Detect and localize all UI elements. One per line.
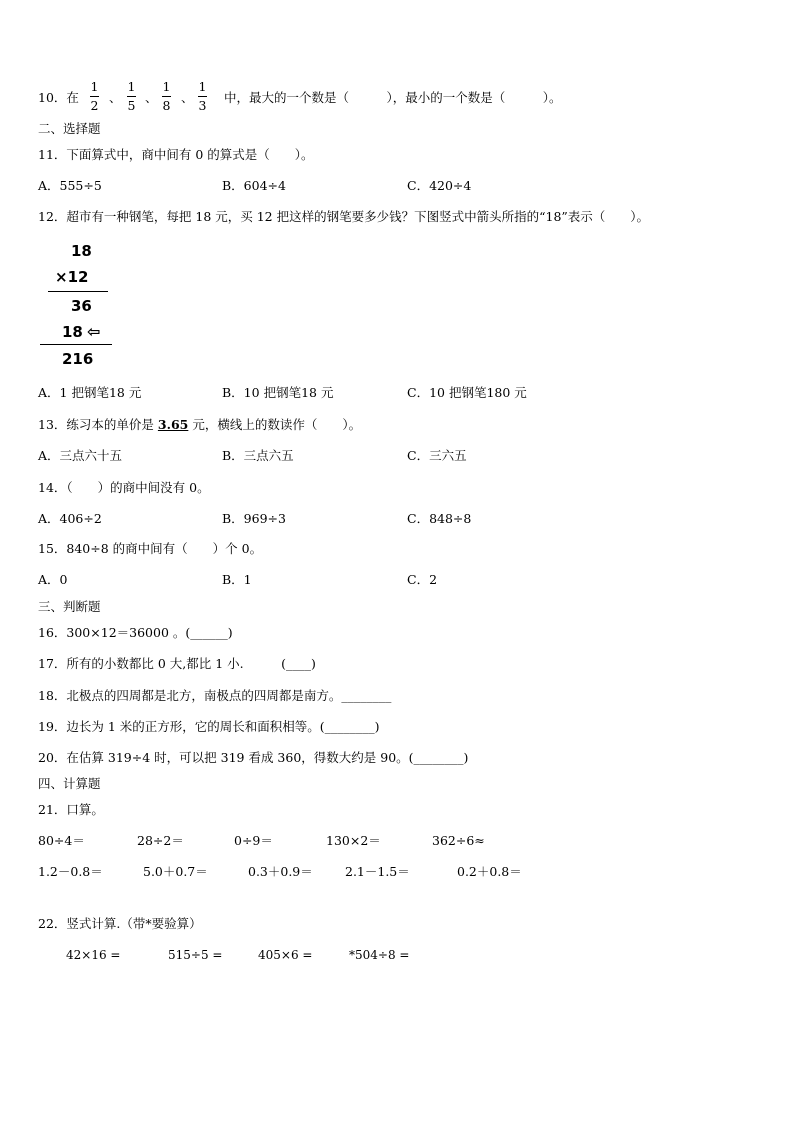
q10-prefix: 10．在 [38,90,79,105]
mental-calc-item: 362÷6≈ [432,833,485,848]
divider-line [48,291,108,292]
mental-calc-item: 5.0＋0.7＝ [143,864,208,879]
q14-text: 14．（ ）的商中间没有 0。 [38,480,210,495]
q21-text: 21．口算。 [38,802,104,817]
q10-suffix: 中，最大的一个数是（ ），最小的一个数是（ ）。 [224,90,562,105]
q12-option-a[interactable]: A．1 把钢笔18 元 [38,385,142,400]
q15-option-a[interactable]: A．0 [38,572,68,587]
mental-calc-item: 130×2＝ [326,833,381,848]
q13-option-b[interactable]: B．三点六五 [222,448,294,463]
vertical-calc-item: 515÷5 = [168,948,223,962]
q12-option-c[interactable]: C．10 把钢笔180 元 [407,385,527,400]
q15-option-b[interactable]: B．1 [222,572,252,587]
separator: 、 [145,90,158,105]
work-top: 18 [71,242,92,260]
q13-pre: 13．练习本的单价是 [38,417,158,432]
mental-calc-item: 0÷9＝ [234,833,273,848]
q14-option-a[interactable]: A．406÷2 [38,511,102,526]
q14-option-c[interactable]: C．848÷8 [407,511,472,526]
vertical-calc-item: 405×6 = [258,948,313,962]
fraction-1-5: 1 5 [127,79,136,113]
fraction-1-8: 1 8 [162,79,171,113]
divider-line [40,344,112,345]
mental-calc-item: 2.1－1.5＝ [345,864,410,879]
fraction-1-3: 1 3 [198,79,207,113]
section-choice-title: 二、选择题 [38,121,101,136]
work-partial-2: 18 [62,323,83,341]
q16-text: 16．300×12＝36000 。(______) [38,625,233,640]
work-result: 216 [62,350,94,368]
q14-option-b[interactable]: B．969÷3 [222,511,286,526]
q17-text: 17．所有的小数都比 0 大,都比 1 小. (____) [38,656,316,671]
section-judge-title: 三、判断题 [38,599,101,614]
q11-option-c[interactable]: C．420÷4 [407,178,472,193]
q22-text: 22．竖式计算.（带*要验算） [38,916,202,931]
mental-calc-item: 0.3＋0.9＝ [248,864,313,879]
q12-text: 12．超市有一种钢笔，每把 18 元，买 12 把这样的钢笔要多少钱？下图竖式中箭头所指的“18”表示（ ）。 [38,209,650,224]
q11-text: 11．下面算式中，商中间有 0 的算式是（ ）。 [38,147,314,162]
separator: 、 [109,90,122,105]
q13-text [38,417,361,433]
work-multiplier: ×12 [55,268,89,286]
arrow-left-icon: ⇦ [87,322,101,341]
q13-option-a[interactable]: A．三点六十五 [38,448,123,463]
section-calc-title: 四、计算题 [38,776,101,791]
q20-text: 20．在估算 319÷4 时，可以把 319 看成 360，得数大约是 90。(________) [38,750,469,765]
q13-option-c[interactable]: C．三六五 [407,448,467,463]
q11-option-a[interactable]: A．555÷5 [38,178,102,193]
mental-calc-item: 1.2－0.8＝ [38,864,103,879]
vertical-calc-item: 42×16 = [66,948,121,962]
mental-calc-item: 80÷4＝ [38,833,85,848]
q11-option-b[interactable]: B．604÷4 [222,178,286,193]
separator: 、 [181,90,194,105]
fraction-1-2: 1 2 [90,79,99,113]
q19-text: 19．边长为 1 米的正方形，它的周长和面积相等。(________) [38,719,380,734]
q13-underlined-number: 3.65 [157,417,189,432]
mental-calc-item: 0.2＋0.8＝ [457,864,522,879]
q13-post: 元，横线上的数读作（ ）。 [188,417,362,432]
work-partial-1: 36 [71,297,92,315]
q18-text: 18．北极点的四周都是北方，南极点的四周都是南方。________ [38,688,392,703]
vertical-calc-item: *504÷8 = [349,948,410,962]
q15-option-c[interactable]: C．2 [407,572,438,587]
mental-calc-item: 28÷2＝ [137,833,184,848]
q12-option-b[interactable]: B．10 把钢笔18 元 [222,385,334,400]
q15-text: 15．840÷8 的商中间有（ ）个 0。 [38,541,263,556]
